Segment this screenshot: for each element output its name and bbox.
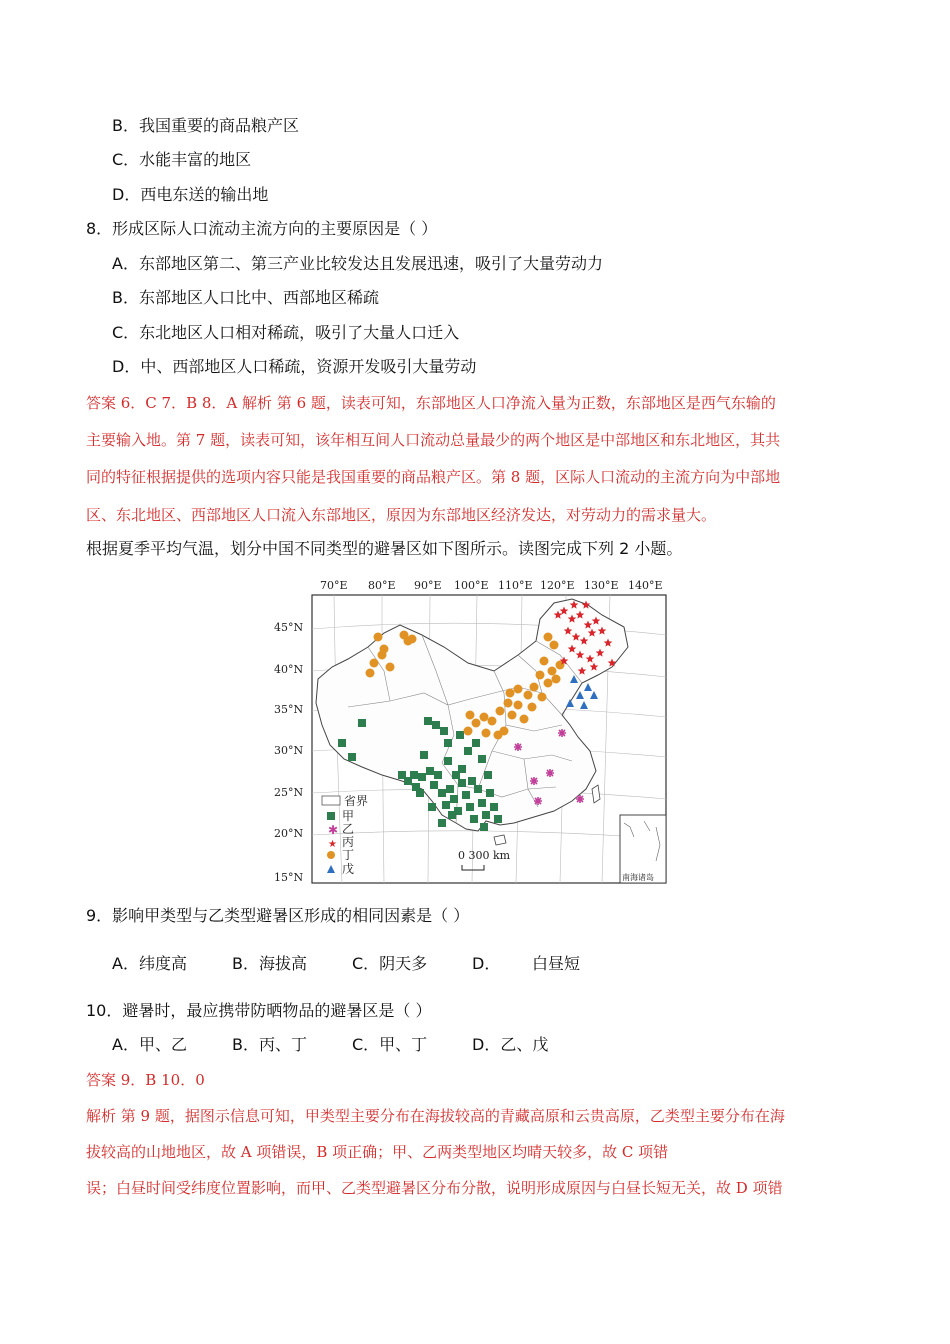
- marker-jia: [438, 819, 446, 827]
- marker-yi: [576, 795, 584, 803]
- lon-label: 140°E: [628, 579, 663, 592]
- marker-jia: [484, 771, 492, 779]
- lon-label: 70°E: [320, 579, 348, 592]
- marker-ding: [514, 701, 523, 710]
- legend-label: 戊: [342, 862, 355, 876]
- lat-label: 20°N: [274, 827, 304, 840]
- marker-jia: [462, 791, 470, 799]
- q8-option-b: B．东部地区人口比中、西部地区稀疏: [112, 288, 379, 307]
- q9-choice-a: A．纬度高: [112, 954, 187, 973]
- lon-label: 100°E: [454, 579, 489, 592]
- marker-yi: [514, 743, 522, 751]
- marker-jia: [472, 739, 480, 747]
- answer-9-10-line: 拔较高的山地地区，故 A 项错误，B 项正确；甲、乙两类型地区均晴天较多，故 C 项错: [86, 1143, 669, 1161]
- marker-ding: [488, 717, 497, 726]
- marker-ding: [466, 711, 475, 720]
- marker-ding: [524, 691, 533, 700]
- marker-jia: [418, 773, 426, 781]
- q8-option-d: D．中、西部地区人口稀疏，资源开发吸引大量劳动: [112, 357, 477, 376]
- marker-ding: [496, 707, 505, 716]
- q7-option-d: D．西电东送的输出地: [112, 185, 269, 204]
- q9-choice-d-text: 白昼短: [532, 954, 581, 973]
- answer-6-8-line: 区、东北地区、西部地区人口流入东部地区，原因为东部地区经济发达，对劳动力的需求量大。: [86, 506, 717, 524]
- marker-jia: [482, 811, 490, 819]
- marker-jia: [432, 721, 440, 729]
- marker-ding: [408, 635, 417, 644]
- lat-label: 30°N: [274, 744, 304, 757]
- legend-label: 甲: [342, 809, 355, 823]
- legend-label: 省界: [344, 794, 369, 808]
- lon-label: 120°E: [540, 579, 575, 592]
- marker-jia: [470, 815, 478, 823]
- marker-jia: [338, 739, 346, 747]
- q8-option-c: C．东北地区人口相对稀疏，吸引了大量人口迁入: [112, 323, 460, 342]
- marker-ding: [552, 675, 561, 684]
- marker-ding: [500, 727, 509, 736]
- marker-ding: [482, 729, 491, 738]
- marker-jia: [430, 781, 438, 789]
- lon-label: 80°E: [368, 579, 396, 592]
- summer-resort-map: [272, 575, 672, 887]
- marker-jia: [490, 803, 498, 811]
- q10-choice-d: D．乙、戊: [472, 1035, 549, 1054]
- scale-label: 0 300 km: [458, 849, 511, 862]
- marker-jia: [444, 739, 452, 747]
- marker-jia: [452, 771, 460, 779]
- q8-stem: 8．形成区际人口流动主流方向的主要原因是（ ）: [86, 219, 438, 238]
- marker-yi: [530, 777, 538, 785]
- marker-ding: [508, 711, 517, 720]
- marker-ding: [506, 689, 515, 698]
- marker-yi: [558, 729, 566, 737]
- marker-yi: [546, 769, 554, 777]
- q9-choice-d-prefix: D．: [472, 954, 501, 973]
- marker-ding: [378, 651, 387, 660]
- answer-6-8-line: 答案 6．C 7．B 8．A 解析 第 6 题，读表可知，东部地区人口净流入量为正数，东部地区是西气东输的: [86, 394, 776, 412]
- marker-jia: [434, 771, 442, 779]
- q9-choice-c: C．阴天多: [352, 954, 428, 973]
- marker-jia: [358, 719, 366, 727]
- marker-jia: [478, 755, 486, 763]
- q10-choice-b: B．丙、丁: [232, 1035, 307, 1054]
- answer-9-10-line: 解析 第 9 题，据图示信息可知，甲类型主要分布在海拔较高的青藏高原和云贵高原，乙类型主要分布在海: [86, 1107, 785, 1125]
- marker-ding: [374, 633, 383, 642]
- marker-ding: [548, 667, 557, 676]
- marker-ding: [504, 699, 513, 708]
- marker-jia: [444, 757, 452, 765]
- lon-label: 130°E: [584, 579, 619, 592]
- legend-bing-swatch: ★: [328, 839, 337, 850]
- legend-yi-swatch: ✱: [328, 823, 339, 837]
- marker-ding: [528, 703, 537, 712]
- marker-yi: [534, 797, 542, 805]
- lat-label: 15°N: [274, 871, 304, 884]
- q10-stem: 10．避暑时，最应携带防晒物品的避暑区是（ ）: [86, 1001, 432, 1020]
- marker-jia: [426, 767, 434, 775]
- marker-ding: [386, 663, 395, 672]
- south-china-sea-inset: [620, 815, 666, 883]
- marker-jia: [458, 779, 466, 787]
- q10-choice-a: A．甲、乙: [112, 1035, 187, 1054]
- answer-6-8-line: 同的特征根据提供的选项内容只能是我国重要的商品粮产区。第 8 题，区际人口流动的主流方向为中部地: [86, 468, 781, 486]
- q9-choice-b: B．海拔高: [232, 954, 307, 973]
- marker-jia: [416, 789, 424, 797]
- marker-ding: [464, 727, 473, 736]
- marker-jia: [448, 811, 456, 819]
- marker-jia: [424, 717, 432, 725]
- marker-jia: [438, 789, 446, 797]
- marker-jia: [466, 803, 474, 811]
- q7-option-c: C．水能丰富的地区: [112, 150, 252, 169]
- q9-stem: 9．影响甲类型与乙类型避暑区形成的相同因素是（ ）: [86, 906, 470, 925]
- marker-ding: [550, 641, 559, 650]
- marker-jia: [494, 815, 502, 823]
- marker-jia: [420, 751, 428, 759]
- marker-ding: [520, 715, 529, 724]
- legend-label: 丙: [342, 835, 355, 849]
- map-intro: 根据夏季平均气温，划分中国不同类型的避暑区如下图所示。读图完成下列 2 小题。: [86, 539, 683, 558]
- legend-label: 乙: [342, 822, 355, 836]
- marker-ding: [366, 669, 375, 678]
- lon-label: 110°E: [498, 579, 533, 592]
- map-svg: [272, 575, 672, 887]
- marker-jia: [486, 789, 494, 797]
- answer-9-10-head: 答案 9．B 10．0: [86, 1071, 205, 1089]
- legend-ding-swatch: [327, 851, 335, 859]
- marker-ding: [544, 633, 553, 642]
- q8-option-a: A．东部地区第二、第三产业比较发达且发展迅速，吸引了大量劳动力: [112, 254, 603, 273]
- marker-jia: [348, 753, 356, 761]
- answer-9-10-line: 误；白昼时间受纬度位置影响，而甲、乙类型避暑区分布分散，说明形成原因与白昼长短无关，故 D 项错: [86, 1179, 783, 1197]
- lat-label: 35°N: [274, 703, 304, 716]
- marker-ding: [540, 657, 549, 666]
- inset-label: 南海诸岛: [622, 873, 654, 882]
- marker-jia: [468, 777, 476, 785]
- marker-ding: [530, 683, 539, 692]
- lat-label: 40°N: [274, 663, 304, 676]
- marker-ding: [370, 659, 379, 668]
- marker-jia: [410, 771, 418, 779]
- hainan-island: [494, 835, 506, 845]
- marker-jia: [464, 747, 472, 755]
- q10-choice-c: C．甲、丁: [352, 1035, 428, 1054]
- marker-jia: [474, 785, 482, 793]
- lat-label: 25°N: [274, 786, 304, 799]
- marker-jia: [456, 731, 464, 739]
- marker-ding: [538, 693, 547, 702]
- marker-jia: [478, 799, 486, 807]
- marker-ding: [480, 713, 489, 722]
- marker-jia: [446, 785, 454, 793]
- marker-ding: [536, 671, 545, 680]
- marker-jia: [428, 803, 436, 811]
- lon-label: 90°E: [414, 579, 442, 592]
- lat-label: 45°N: [274, 621, 304, 634]
- marker-ding: [514, 685, 523, 694]
- answer-6-8-line: 主要输入地。第 7 题，读表可知，该年相互间人口流动总量最少的两个地区是中部地区和东北地区，其共: [86, 431, 781, 449]
- marker-ding: [472, 719, 481, 728]
- marker-jia: [440, 727, 448, 735]
- legend-label: 丁: [342, 848, 355, 862]
- marker-ding: [544, 679, 553, 688]
- marker-jia: [480, 823, 488, 831]
- legend-border-swatch: [322, 796, 340, 805]
- legend-jia-swatch: [327, 812, 335, 820]
- q7-option-b: B．我国重要的商品粮产区: [112, 116, 299, 135]
- marker-jia: [442, 801, 450, 809]
- marker-jia: [450, 795, 458, 803]
